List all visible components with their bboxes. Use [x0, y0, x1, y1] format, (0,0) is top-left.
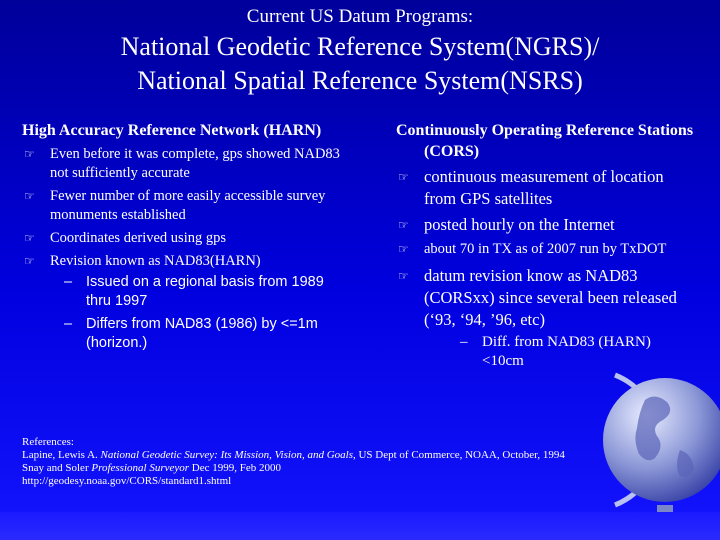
cors-sub-list: [424, 333, 696, 371]
sub-list-item: – Issued on a regional basis from 1989 thru 1997: [64, 274, 324, 309]
harn-bullet-list: [22, 145, 352, 353]
sub-list-item: – Diff. from NAD83 (HARN) <10cm: [460, 334, 651, 369]
list-item: ☞ posted hourly on the Internet: [398, 215, 615, 234]
harn-heading: High Accuracy Reference Network (HARN): [22, 122, 322, 139]
cors-heading: Continuously Operating Reference Stations (CORS): [396, 122, 694, 160]
cors-column: [396, 120, 696, 375]
pointing-hand-icon: ☞: [398, 170, 409, 184]
title-line-2: National Spatial Reference System(NSRS): [137, 66, 583, 95]
slide-subtitle: Current US Datum Programs:: [246, 6, 474, 27]
list-item: ☞ Fewer number of more easily accessible survey monuments established: [24, 188, 326, 223]
pointing-hand-icon: ☞: [24, 231, 35, 245]
pointing-hand-icon: ☞: [398, 242, 409, 256]
cors-bullet-list: [396, 166, 696, 371]
pointing-hand-icon: ☞: [398, 269, 409, 283]
pointing-hand-icon: ☞: [398, 218, 409, 232]
references-label: References:: [22, 436, 74, 448]
list-item: ☞ continuous measurement of location from GPS satellites: [398, 167, 664, 208]
bottom-band: [0, 512, 720, 540]
sub-list-item: – Differs from NAD83 (1986) by <=1m (horizon.): [64, 316, 318, 351]
pointing-hand-icon: ☞: [24, 189, 35, 203]
title-line-1: National Geodetic Reference System(NGRS)/: [120, 32, 600, 61]
pointing-hand-icon: ☞: [24, 254, 35, 268]
list-item: ☞ Coordinates derived using gps: [24, 230, 226, 246]
list-item: ☞ Revision known as NAD83(HARN) – Issued on a regional basis from 1989 thru 1997 – Differs from NAD83 (1986) by <=1m (horizon.): [22, 252, 352, 353]
reference-1: Lapine, Lewis A. National Geodetic Survey: Its Mission, Vision, and Goals, US Dept of Commerce, NOAA, October, 1994: [22, 449, 565, 461]
references: [22, 436, 662, 488]
list-item: ☞ about 70 in TX as of 2007 run by TxDOT: [398, 241, 667, 257]
harn-column: [22, 120, 352, 357]
list-item: ☞ Even before it was complete, gps showed NAD83 not sufficiently accurate: [24, 146, 340, 181]
pointing-hand-icon: ☞: [24, 147, 35, 161]
list-item: ☞ datum revision know as NAD83 (CORSxx) since several been released (‘93, ‘94, ’96, etc) – Diff. from NAD83 (HARN) <10cm: [396, 265, 696, 371]
harn-sub-list: [50, 273, 352, 353]
reference-3-link[interactable]: http://geodesy.noaa.gov/CORS/standard1.shtml: [22, 475, 232, 487]
reference-2: Snay and Soler Professional Surveyor Dec 1999, Feb 2000: [22, 462, 281, 474]
slide-title: [0, 30, 720, 98]
